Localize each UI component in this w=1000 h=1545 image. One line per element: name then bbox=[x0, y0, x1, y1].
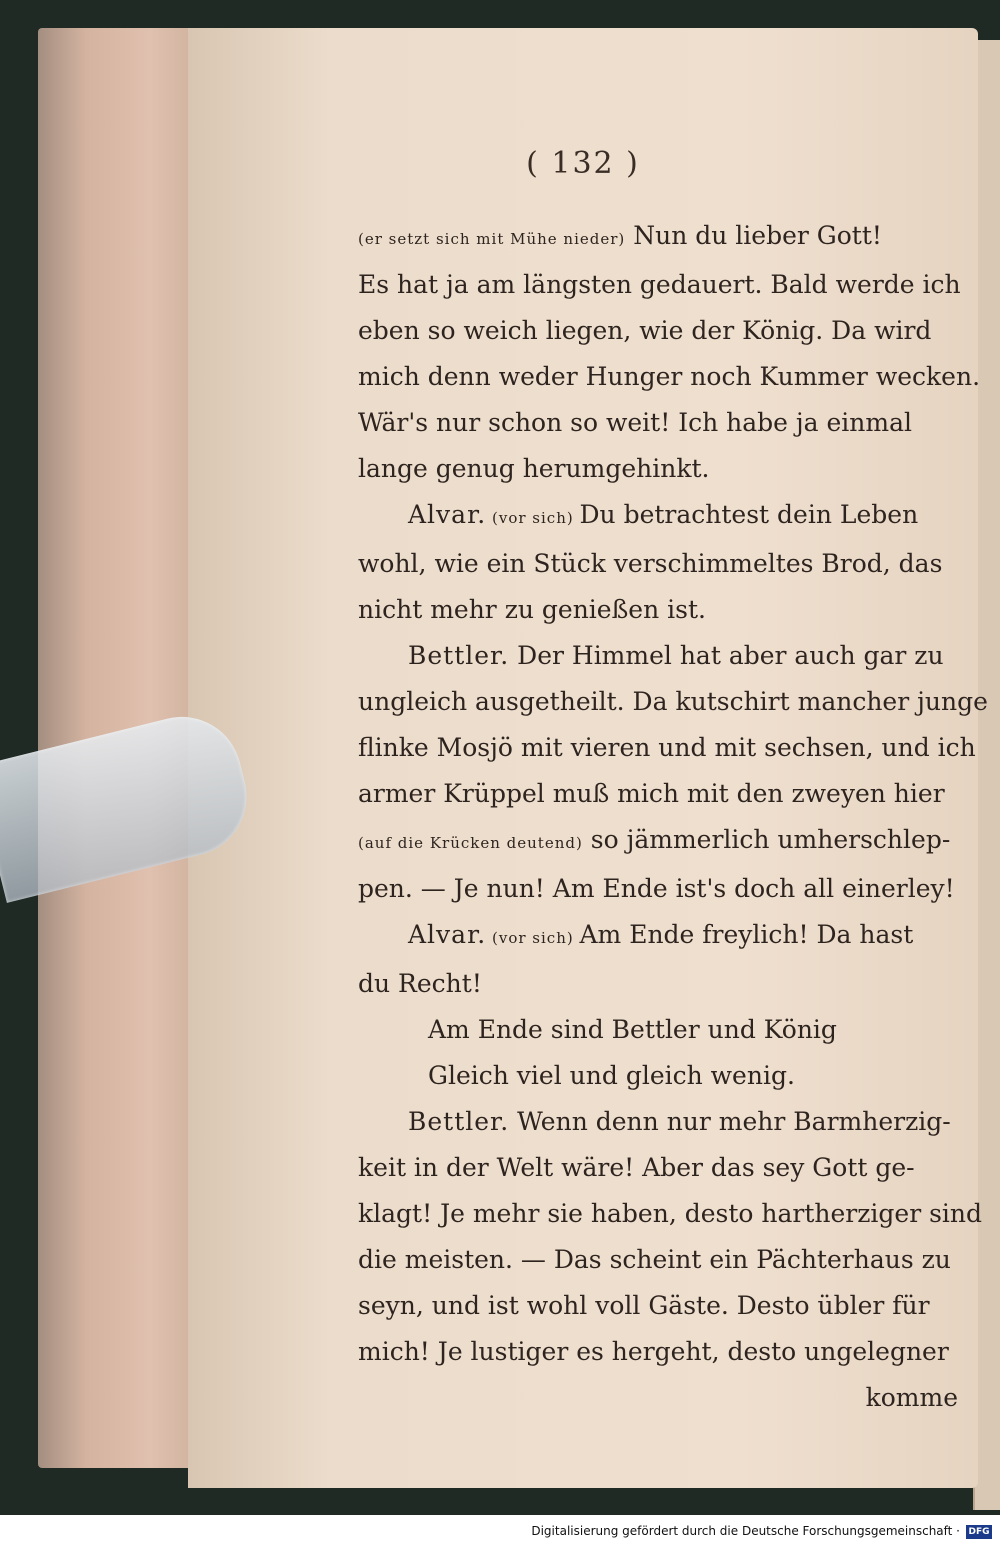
text-line bbox=[358, 1007, 958, 1053]
text-line bbox=[358, 633, 958, 679]
stage-direction: (auf die Krücken deutend) bbox=[358, 834, 583, 852]
line-text: seyn, und ist wohl voll Gäste. Desto übler für bbox=[358, 1291, 930, 1320]
text-line bbox=[358, 1099, 958, 1145]
text-line bbox=[358, 1375, 958, 1421]
line-text: pen. — Je nun! Am Ende ist's doch all einerley! bbox=[358, 874, 955, 903]
line-text: keit in der Welt wäre! Aber das sey Gott ge- bbox=[358, 1153, 915, 1182]
stage-direction: (vor sich) bbox=[486, 509, 580, 527]
line-text: wohl, wie ein Stück verschimmeltes Brod, das bbox=[358, 549, 943, 578]
line-text: armer Krüppel muß mich mit den zweyen hier bbox=[358, 779, 945, 808]
dfg-logo: DFG bbox=[966, 1525, 992, 1539]
text-line bbox=[358, 1145, 958, 1191]
line-text: Der Himmel hat aber auch gar zu bbox=[509, 641, 944, 670]
line-text: Wenn denn nur mehr Barmherzig- bbox=[509, 1107, 951, 1136]
text-line bbox=[358, 587, 958, 633]
line-text: mich denn weder Hunger noch Kummer wecken. bbox=[358, 362, 981, 391]
line-text: Wär's nur schon so weit! Ich habe ja einmal bbox=[358, 408, 912, 437]
line-text: mich! Je lustiger es hergeht, desto ungelegner bbox=[358, 1337, 949, 1366]
line-text: Am Ende sind Bettler und König bbox=[428, 1015, 837, 1044]
line-text: eben so weich liegen, wie der König. Da wird bbox=[358, 316, 932, 345]
text-line bbox=[358, 492, 958, 541]
line-text: du Recht! bbox=[358, 969, 482, 998]
line-text: Es hat ja am längsten gedauert. Bald werde ich bbox=[358, 270, 961, 299]
text-line bbox=[358, 262, 961, 308]
text-line bbox=[358, 213, 958, 262]
text-line bbox=[358, 1191, 983, 1237]
text-line bbox=[358, 961, 958, 1007]
text-line bbox=[358, 1283, 958, 1329]
text-line bbox=[358, 1237, 958, 1283]
text-line bbox=[358, 725, 976, 771]
text-line bbox=[358, 541, 958, 587]
text-line bbox=[358, 1329, 958, 1375]
line-text: nicht mehr zu genießen ist. bbox=[358, 595, 706, 624]
page-text bbox=[358, 213, 988, 1421]
line-text: Nun du lieber Gott! bbox=[625, 221, 882, 250]
speaker-name: Bettler. bbox=[408, 1107, 510, 1136]
line-text: Am Ende freylich! Da hast bbox=[579, 920, 914, 949]
text-line bbox=[358, 446, 958, 492]
text-line bbox=[358, 866, 958, 912]
funding-credit: Digitalisierung gefördert durch die Deutsche Forschungsgemeinschaft · bbox=[531, 1524, 960, 1538]
speaker-name: Alvar. bbox=[408, 500, 487, 529]
line-text: klagt! Je mehr sie haben, desto hartherziger sind bbox=[358, 1199, 983, 1228]
text-line bbox=[358, 679, 988, 725]
footer-bar bbox=[0, 1515, 1000, 1545]
text-line bbox=[358, 308, 958, 354]
speaker-name: Alvar. bbox=[408, 920, 487, 949]
line-text: lange genug herumgehinkt. bbox=[358, 454, 710, 483]
line-text: Gleich viel und gleich wenig. bbox=[428, 1061, 795, 1090]
text-line bbox=[358, 771, 958, 817]
page-number: ( 132 ) bbox=[526, 146, 640, 181]
line-text: so jämmerlich umherschlep- bbox=[582, 825, 951, 854]
book-page bbox=[188, 28, 988, 1488]
line-text: komme bbox=[865, 1383, 958, 1412]
text-line bbox=[358, 1053, 958, 1099]
text-line bbox=[358, 912, 958, 961]
line-text: flinke Mosjö mit vieren und mit sechsen, und ich bbox=[358, 733, 976, 762]
text-line bbox=[358, 354, 981, 400]
line-text: Du betrachtest dein Leben bbox=[579, 500, 919, 529]
stage-direction: (vor sich) bbox=[486, 929, 580, 947]
line-text: ungleich ausgetheilt. Da kutschirt mancher junge bbox=[358, 687, 988, 716]
text-line bbox=[358, 817, 958, 866]
text-line bbox=[358, 400, 958, 446]
stage-direction: (er setzt sich mit Mühe nieder) bbox=[358, 230, 626, 248]
line-text: die meisten. — Das scheint ein Pächterhaus zu bbox=[358, 1245, 951, 1274]
speaker-name: Bettler. bbox=[408, 641, 510, 670]
